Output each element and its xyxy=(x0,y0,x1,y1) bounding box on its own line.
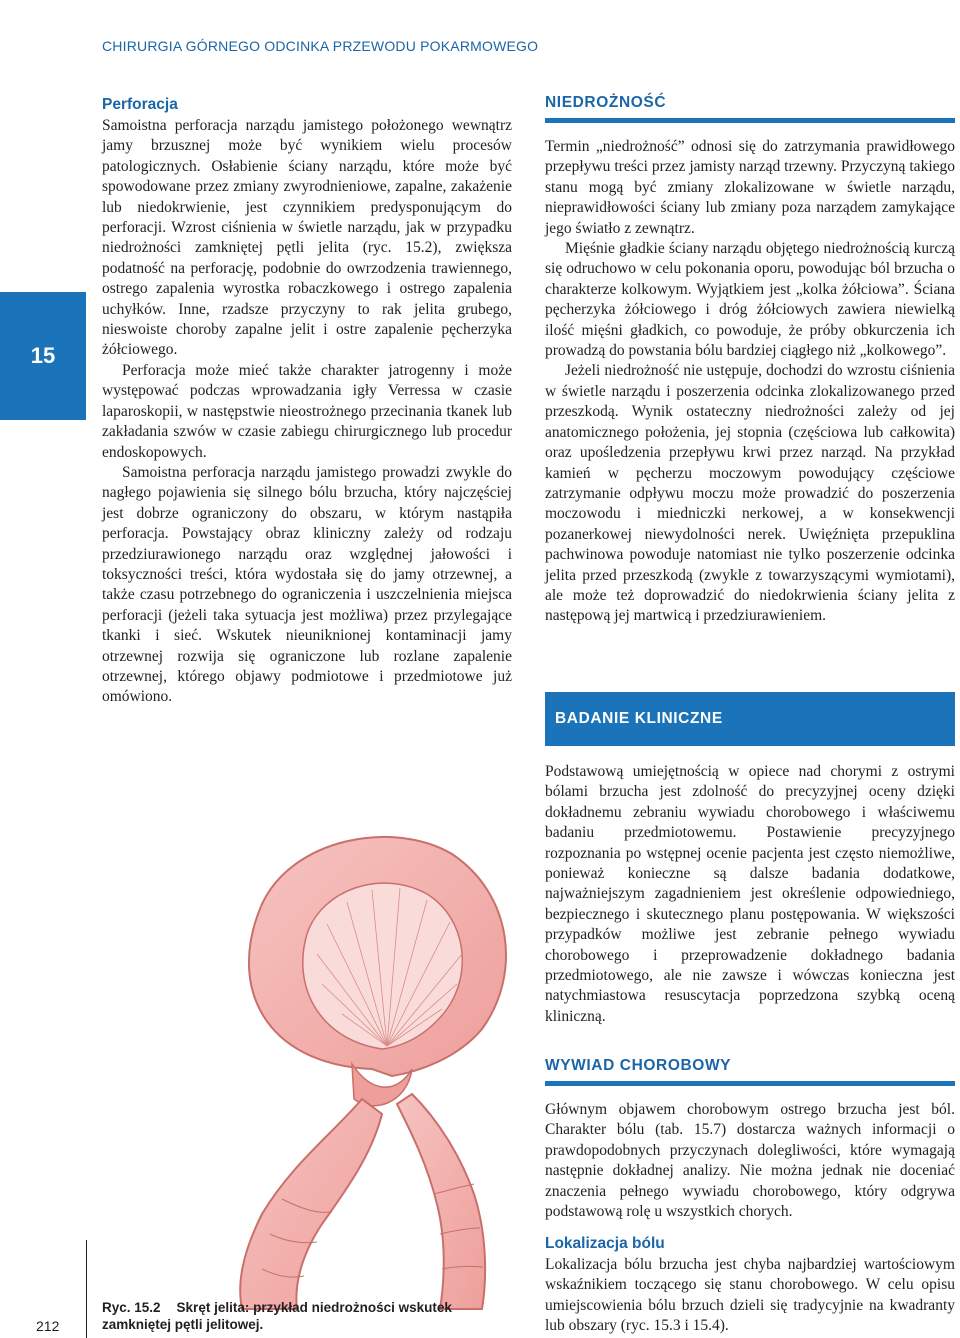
paragraph: Perforacja może mieć także charakter jatrogenny i może występować podczas wprowadzania igły Verressa w czasie laparoskopii, w następstwie nieostrożnego przecinania tkanek lub zakładania szwów w czasie zabiegu chirurgicznego lub procedur endoskopowych. xyxy=(102,361,512,461)
paragraph: Głównym objawem chorobowym ostrego brzucha jest ból. Charakter bólu (tab. 15.7) dostarcza ważnych informacji o prawdopodobnych przyczynach dolegliwości, które wymagają następnie dokładnej analizy. Nie można jednak nie doceniać znaczenia pełnego wywiadu chorobowego, który odgrywa podstawową rolę u wszystkich chorych. xyxy=(545,1101,955,1221)
page-rule xyxy=(86,1240,87,1338)
figure-label: Ryc. 15.2 xyxy=(102,1300,161,1315)
paragraph: Lokalizacja bólu brzucha jest chyba najbardziej wartościowym wskaźnikiem toczącego się stanu chorobowego. W celu opisu umiejscowienia bólu brzuch dzieli się tradycyjnie na kwadranty lub obszary (ryc. 15.3 i 15.4). xyxy=(545,1256,955,1335)
section-wywiad-chorobowy xyxy=(545,1057,955,1222)
paragraph: Samoistna perforacja narządu jamistego prowadzi zwykle do nagłego pojawienia się silnego bólu brzucha, który najczęściej jest dobrze ograniczony do obszaru, w którym nastąpiła perforacja. Powstający obraz kliniczny zależy od rodzaju przedziurawionego narządu oraz względnej jałowości i toksyczności treści, która wydostała się do jamy otrzewnej, a także czasu potrzebnego do ograniczenia i uszczelnienia miejsca perforacji (jeżeli taka sytuacja jest możliwa) przez przylegające tkanki i sieć. Wskutek nieuniknionej kontaminacji jamy otrzewnej rozwija się ograniczone lub rozlane zapalenie otrzewnej, którego objawy podmiotowe i przedmiotowe już omówiono. xyxy=(102,463,512,706)
paragraph: Jeżeli niedrożność nie ustępuje, dochodzi do wzrostu ciśnienia w świetle narządu i poszerzenia odcinka zlokalizowanego przed przeszkodą. Wynik ostateczny niedrożności zależy od jej anatomicznego położenia, jej stopnia (częściowa lub całkowita) oraz upośledzenia przepływu krwi przez narząd. Na przykład kamień w pęcherzu moczowym powodujący częściowe zatrzymanie odpływu moczu może prowadzić do poszerzenia moczowodu i miedniczki nerkowej, a w konsekwencji pozanerkowej niewydolności nerek. Uwięźnięta przepuklina pachwinowa powoduje natomiast nie tylko poszerzenie odcinka jelita przed przeszkodą (zwykle z towarzyszącymi wymiotami), ale może też doprowadzić do niedokrwienia ściany jelita z następową jej martwicą i przedziurawieniem. xyxy=(545,362,955,625)
page-number: 212 xyxy=(36,1318,60,1334)
running-head: CHIRURGIA GÓRNEGO ODCINKA PRZEWODU POKARMOWEGO xyxy=(102,38,539,54)
paragraph: Mięśnie gładkie ściany narządu objętego niedrożnością kurczą się odruchowo w celu pokonania oporu, powodując ból brzucha o charakterze kolkowym. Wyjątkiem jest „kolka żółciowa”. Ściana pęcherzyka żółciowego i dróg żółciowych zawiera niewielką ilość mięśni gładkich, co powoduje, że próby obkurczenia ich prowadzą do powstania bólu bardziej ciągłego niż „kolkowego”. xyxy=(545,240,955,360)
paragraph: Podstawową umiejętnością w opiece nad chorymi z ostrymi bólami brzucha jest zdolność do precyzyjnej oceny dzięki dokładnemu zebraniu wywiadu chorobowego i właściwemu badaniu przedmiotowemu. Postawienie precyzyjnego rozpoznania po wstępnej ocenie pacjenta jest często niemożliwe, ponieważ konieczne są dalsze badania dodatkowe, najważniejszym zagadnieniem jest określenie odpowiedniego, bezpiecznego i skutecznego planu postępowania. W większości przypadków możliwe jest zebranie pełnego wywiadu chorobowego i przeprowadzenie dokładnego badania przedmiotowego, ale nie zawsze i wówczas konieczna jest natychmiastowa resuscytacja poprzedzona szybką oceną kliniczną. xyxy=(545,763,955,1025)
chapter-number: 15 xyxy=(30,343,56,368)
chapter-tab xyxy=(0,292,86,420)
volvulus-illustration xyxy=(222,814,522,1314)
paragraph: Samoistna perforacja narządu jamistego położonego wewnątrz jamy brzusznej może być wynikiem wielu procesów patologicznych. Osłabienie ściany narządu, które może być spowodowane przez zmiany zwyrodnieniowe, zapalne, zakażenie lub niedokrwienie, jest czynnikiem predysponującym do perforacji. Wzrost ciśnienia w świetle narządu, jak w przypadku niedrożności zamkniętej pętli jelita (ryc. 15.2), zwiększa podatność na perforację, podobnie do owrzodzenia trawiennego, ostrego zapalenia wyrostka robaczkowego i ostrego zapalenia uchyłków. Inne, rzadsze przyczyny to rak jelita grubego, nieswoiste choroby zapalne jelit i ostre zapalenie pęcherzyka żółciowego. xyxy=(102,117,512,359)
heading-perforacja: Perforacja xyxy=(102,96,178,113)
heading-badanie-kliniczne: BADANIE KLINICZNE xyxy=(545,692,955,746)
paragraph: Termin „niedrożność” odnosi się do zatrzymania prawidłowego przepływu treści przez jamisty narząd trzewny. Przyczyną takiego stanu mogą być zmiany zlokalizowane w świetle narządu, nieprawidłowości ściany lub zmiany poza narządem zamykające jego światło z zewnątrz. xyxy=(545,138,955,237)
figure-caption xyxy=(102,1299,522,1333)
section-lokalizacja-bolu xyxy=(545,1235,955,1337)
section-badanie-kliniczne xyxy=(545,692,955,1027)
heading-lokalizacja-bolu: Lokalizacja bólu xyxy=(545,1235,665,1252)
heading-wywiad-chorobowy: WYWIAD CHOROBOWY xyxy=(545,1057,955,1086)
figure-volvulus xyxy=(222,814,522,1314)
figure-caption-text: Skręt jelita: przykład niedrożności wskutek zamkniętej pętli jelitowej. xyxy=(102,1300,452,1332)
heading-niedroznosc: NIEDROŻNOŚĆ xyxy=(545,94,955,123)
left-column xyxy=(102,96,512,708)
section-niedroznosc xyxy=(545,94,955,627)
